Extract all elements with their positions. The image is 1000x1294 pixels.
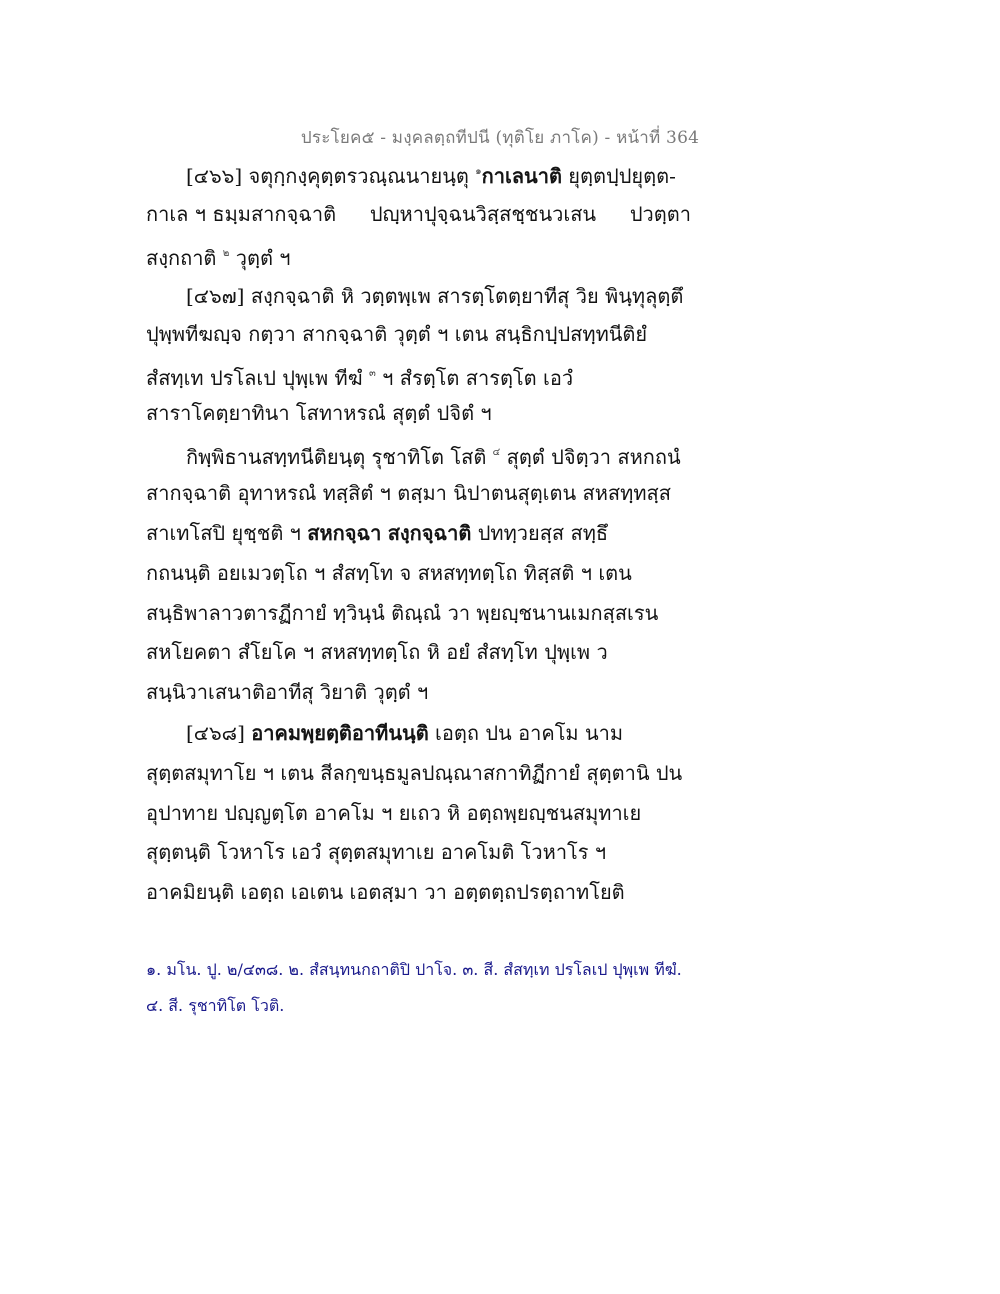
text-line-3 [146,240,291,272]
footnote-ref-1: ๑ [475,166,482,177]
text-line-9: สากจฺฉาติ อุทาหรณํ ทสฺสิตํ ฯ ตสฺมา นิปาตนสุตฺเตน สหสทฺทสฺส [146,481,671,505]
bold-term: สหกจฺฉา [307,521,382,545]
text-line-8 [186,439,681,471]
text-line-5: ปุพฺพทีฆญฺจ กตฺวา สากจฺฉาติ วุตฺตํ ฯ เตน สนฺธิกปฺปสทฺทนีติยํ [146,322,648,346]
text-segment: สาเทโสปิ ยุชฺชติ ฯ [146,521,308,545]
text-line-10 [146,519,608,547]
text-line-17: อุปาทาย ปญฺญตฺโต อาคโม ฯ ยเถว หิ อตฺถพฺยญฺชนสมุทาเย [146,801,642,825]
text-line-19: อาคมิยนฺติ เอตฺถ เอเตน เอตสฺมา วา อตฺตตฺถปรตฺถาทโยติ [146,880,625,904]
text-line-16: สุตฺตสมุทาโย ฯ เตน สีลกฺขนฺธมูลปณฺณาสกาทิฏีกายํ สุตฺตานิ ปน [146,761,683,785]
footnote-ref-2: ๒ [222,248,230,259]
text-segment: ยุตฺตปฺปยุตฺต- [561,164,676,188]
text-line-7: สาราโคตฺยาทินา โสทาหรณํ สุตฺตํ ปจิตํ ฯ [146,401,492,425]
text-line-11: กถนนฺติ อยเมวตฺโถ ฯ สํสทฺโท จ สหสทฺทตฺโถ ทิสฺสติ ฯ เตน [146,561,632,585]
text-segment: เอตฺถ ปน อาคโม นาม [428,721,624,745]
text-segment: สุตฺตํ ปจิตฺวา สหกถนํ [500,445,681,469]
text-line-15 [186,719,623,747]
text-segment: สํสทฺเท ปรโลเป ปุพฺเพ ทีฆํ [146,366,369,390]
text-line-18: สุตฺตนฺติ โวหาโร เอวํ สุตฺตสมุทาเย อาคโมติ โวหาโร ฯ [146,840,607,864]
bold-term: สงฺกจฺฉาติ [387,521,472,545]
bold-term: อาคมพฺยตฺติอาทีนนฺติ [251,721,429,745]
text-line-1 [186,158,676,190]
text-line-2 [146,200,691,228]
footnote-line-1: ๑. มโน. ปู. ๒/๔๓๘. ๒. สํสนฺทนกถาติปิ ปาโจ. ๓. สี. สํสทฺเท ปรโลเป ปุพฺเพ ทีฆํ. [146,960,682,979]
text-segment: [๔๖๖] จตุกฺกงฺคุตฺตรวณฺณนายนฺตุ [186,164,476,188]
text-segment: วุตฺตํ ฯ [229,246,291,270]
footnote-ref-3: ๓ [368,368,376,379]
bold-term: กาเลนาติ [481,164,562,188]
text-line-12: สนฺธิพาลาวตารฏีกายํ ทฺวินฺนํ ติณฺณํ วา พฺยญฺชนานเมกสฺสเรน [146,601,659,625]
text-segment: กาเล ฯ ธมฺมสากจฺฉาติ [146,202,337,226]
text-line-4: [๔๖๗] สงฺกจฺฉาติ หิ วตฺตพฺเพ สารตฺโตตฺยาทีสุ วิย พินฺทุลุตฺตึ [186,284,684,308]
text-segment: ฯ สํรตฺโต สารตฺโต เอวํ [375,366,574,390]
footnote-ref-4: ๔ [492,447,501,458]
text-segment: ปญฺหาปุจฺฉนวิสฺสชฺชนวเสน [369,202,597,226]
text-segment: [๔๖๘] [186,721,252,745]
text-segment: กิพฺพิธานสทฺทนีติยนฺตุ รุชาทิโต โสติ [186,445,493,469]
footnote-line-2: ๔. สี. รุชาทิโต โวติ. [146,996,285,1015]
text-segment: สงฺกถาติ [146,246,223,270]
text-line-14: สนฺนิวาเสนาติอาทีสุ วิยาติ วุตฺตํ ฯ [146,680,429,704]
text-line-13: สหโยคตา สํโยโค ฯ สหสทฺทตฺโถ หิ อยํ สํสทฺโท ปุพฺเพ ว [146,640,608,664]
page-header: ประโยค๕ - มงฺคลตฺถทีปนี (ทุติโย ภาโค) - หน้าที่ 364 [300,128,700,148]
text-line-6 [146,360,573,392]
text-segment: ปวตฺตา [629,202,691,226]
text-segment: ปททฺวยสฺส สทฺธึ [471,521,609,545]
